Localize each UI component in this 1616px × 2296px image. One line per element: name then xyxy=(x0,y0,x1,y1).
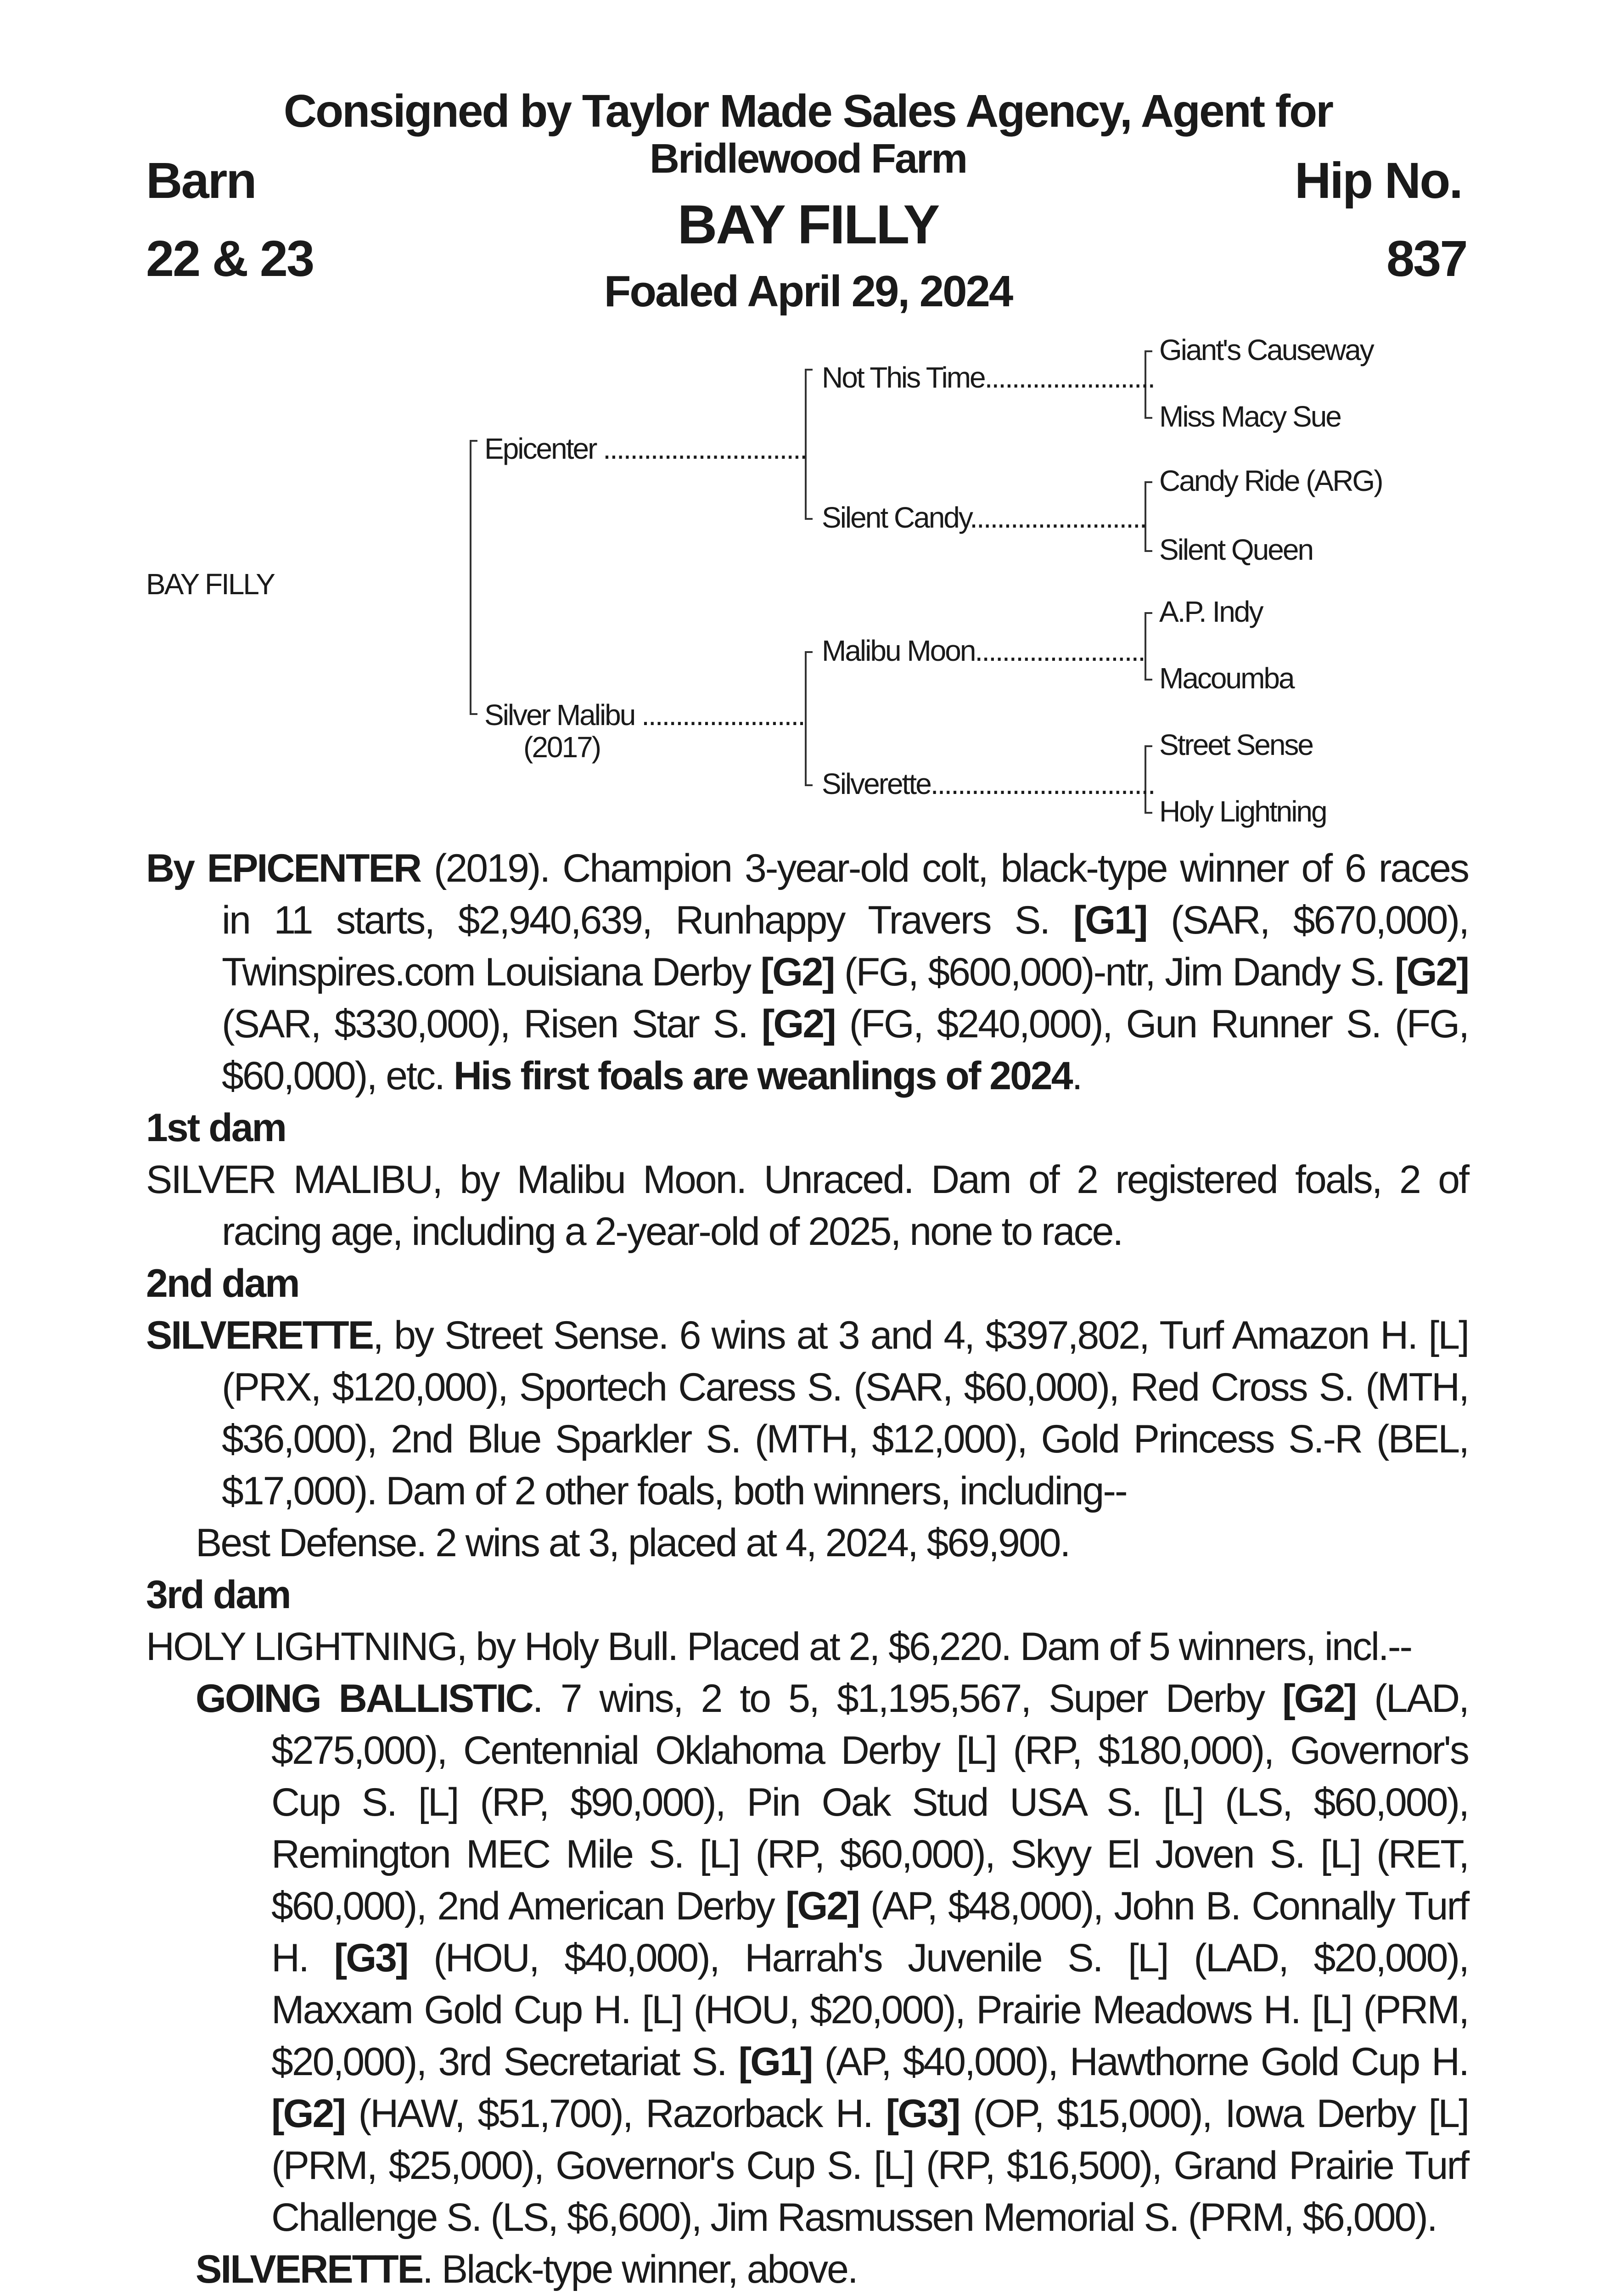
catalogue-body xyxy=(146,843,1468,2296)
first-dam-heading: 1st dam xyxy=(146,1106,286,1150)
foaled-date: Foaled April 29, 2024 xyxy=(604,267,1012,316)
sire-paragraph: By EPICENTER (2019). Champion 3-year-old colt, black-type winner of 6 races in 11 starts, $2,940,639, Runhappy Travers S. [G1] (SAR, $670,000), Twinspires.com Louisiana Derby [G2] (FG, $600,000)-ntr, Jim Dandy S. [G2] (SAR, $330,000), Risen Star S. [G2] (FG, $240,000), Gun Runner S. (FG, $60,000), etc. His first foals are weanlings of 2024. xyxy=(146,846,1468,1098)
sire-name: EPICENTER xyxy=(207,846,421,890)
pedigree-gen3-7: Street Sense xyxy=(1159,728,1313,761)
pedigree-subject: BAY FILLY xyxy=(146,568,274,601)
pedigree-gen3-3: Candy Ride (ARG) xyxy=(1159,464,1382,497)
second-dam-foal: Best Defense. 2 wins at 3, placed at 4, 2024, $69,900. xyxy=(196,1521,1070,1565)
second-dam-paragraph: SILVERETTE, by Street Sense. 6 wins at 3 and 4, $397,802, Turf Amazon H. [L] (PRX, $120,000), Sportech Caress S. (SAR, $60,000), Red Cross S. (MTH, $36,000), 2nd Blue Sparkler S. (MTH, $12,000), Gold Princess S.-R (BEL, $17,000). Dam of 2 other foals, both winners, including-- xyxy=(146,1313,1468,1513)
going-ballistic-entry: GOING BALLISTIC. 7 wins, 2 to 5, $1,195,567, Super Derby [G2] (LAD, $275,000), Centennial Oklahoma Derby [L] (RP, $180,000), Governor's Cup S. [L] (RP, $90,000), Pin Oak Stud USA S. [L] (LS, $60,000), Remington MEC Mile S. [L] (RP, $60,000), Skyy El Joven S. [L] (RET, $60,000), 2nd American Derby [G2] (AP, $48,000), John B. Connally Turf H. [G3] (HOU, $40,000), Harrah's Juvenile S. [L] (LAD, $20,000), Maxxam Gold Cup H. [L] (HOU, $20,000), Prairie Meadows H. [L] (PRM, $20,000), 3rd Secretariat S. [G1] (AP, $40,000), Hawthorne Gold Cup H. [G2] (HAW, $51,700), Razorback H. [G3] (OP, $15,000), Iowa Derby [L] (PRM, $25,000), Governor's Cup S. [L] (RP, $16,500), Grand Prairie Turf Challenge S. (LS, $6,600), Jim Rasmussen Memorial S. (PRM, $6,000). xyxy=(196,1677,1469,2240)
pedigree-gen3-8: Holy Lightning xyxy=(1159,795,1326,828)
barn-label: Barn xyxy=(146,152,256,209)
pedigree-gen3-2: Miss Macy Sue xyxy=(1159,400,1341,433)
pedigree-dam-year: (2017) xyxy=(523,731,600,764)
third-dam-heading: 3rd dam xyxy=(146,1573,290,1617)
pedigree-sire-dam: Silent Candy.......................... xyxy=(822,501,1146,534)
pedigree-gen3-1: Giant's Causeway xyxy=(1159,333,1373,366)
consignor-line-2: Bridlewood Farm xyxy=(649,136,967,182)
second-dam-heading: 2nd dam xyxy=(146,1261,299,1306)
third-dam-paragraph: HOLY LIGHTNING, by Holy Bull. Placed at 2, $6,220. Dam of 5 winners, incl.-- xyxy=(146,1625,1412,1669)
pedigree-dam-dam: Silverette................................. xyxy=(822,767,1155,800)
hip-label: Hip No. xyxy=(1295,152,1462,209)
first-dam-paragraph: SILVER MALIBU, by Malibu Moon. Unraced. Dam of 2 registered foals, 2 of racing age, including a 2-year-old of 2025, none to race. xyxy=(146,1158,1468,1254)
consignor-line-1: Consigned by Taylor Made Sales Agency, Agent for xyxy=(283,85,1333,137)
pedigree-bracket-lines xyxy=(0,0,1616,845)
pedigree-sire-sire: Not This Time......................... xyxy=(822,361,1155,394)
horse-title: BAY FILLY xyxy=(677,194,939,255)
pedigree-sire: Epicenter .............................. xyxy=(484,432,807,465)
first-foals-note: His first foals are weanlings of 2024 xyxy=(453,1054,1072,1098)
barn-number: 22 & 23 xyxy=(146,231,314,287)
silverette-entry: SILVERETTE. Black-type winner, above. xyxy=(196,2247,857,2291)
pedigree-dam: Silver Malibu ........................ xyxy=(484,698,804,732)
pedigree-gen3-6: Macoumba xyxy=(1159,662,1294,695)
pedigree-dam-sire: Malibu Moon......................... xyxy=(822,634,1145,667)
hip-number: 837 xyxy=(1386,231,1467,287)
pedigree-gen3-4: Silent Queen xyxy=(1159,533,1313,566)
pedigree-gen3-5: A.P. Indy xyxy=(1159,595,1262,628)
